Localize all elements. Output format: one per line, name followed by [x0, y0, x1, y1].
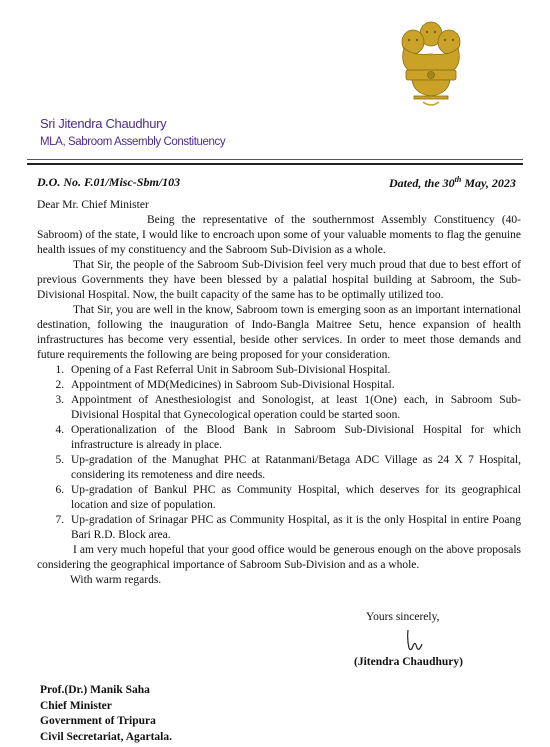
list-item: 6. Up-gradation of Bankul PHC as Community Hospital, which deserves for its geographical location and size of population. — [67, 483, 521, 513]
letterhead-name: Sri Jitendra Chaudhury — [40, 116, 167, 131]
paragraph-2: That Sir, the people of the Sabroom Sub-Division feel very much proud that due to best effort of previous Governments they have been blessed by a palatial hospital building at Sabroom, the Sub-Divisional Hospital. Now, the built capacity of the same has to be optimally utilized too. — [37, 259, 521, 301]
letterhead-designation: MLA, Sabroom Assembly Constituency — [40, 136, 226, 148]
header-divider-thin — [27, 159, 523, 160]
reference-number: D.O. No. F.01/Misc-Sbm/103 — [37, 175, 181, 189]
proposal-list — [37, 363, 521, 543]
paragraph-1: Being the representative of the southernmost Assembly Constituency (40-Sabroom) of the state, I would like to encroach upon some of your valuable moments to flag the genuine health issues of my constituency and the Sabroom Sub-Division as a whole. — [37, 214, 521, 256]
closing-paragraph: I am very much hopeful that your good office would be generous enough on the above proposals considering the geographical importance of Sabroom Sub-Division and as a whole. — [37, 544, 521, 571]
list-item: 3. Appointment of Anesthesiologist and Sonologist, at least 1(One) each, in Sabroom Sub-Divisional Hospital that Gynecological operation could be started soon. — [67, 393, 521, 423]
list-item: 7. Up-gradation of Srinagar PHC as Community Hospital, as it is the only Hospital in entire Poang Bari R.D. Block area. — [67, 513, 521, 543]
signatory-name: (Jitendra Chaudhury) — [354, 656, 463, 668]
regards: With warm regards. — [70, 574, 162, 586]
list-item: 5. Up-gradation of the Manughat PHC at Ratanmani/Betaga ADC Village as 24 X 7 Hospital, considering its remoteness and dire needs. — [67, 453, 521, 483]
header-divider-thick — [27, 163, 523, 165]
salutation: Dear Mr. Chief Minister — [37, 199, 149, 211]
list-item: 4. Operationalization of the Blood Bank in Sabroom Sub-Divisional Hospital for which infrastructure is already in place. — [67, 423, 521, 453]
yours-sincerely: Yours sincerely, — [366, 611, 440, 623]
letter-date: Dated, the 30th May, 2023 — [389, 175, 516, 190]
state-emblem-icon — [390, 18, 472, 110]
list-item: 2. Appointment of MD(Medicines) in Sabroom Sub-Divisional Hospital. — [67, 378, 521, 393]
addressee-name: Prof.(Dr.) Manik Saha — [40, 684, 150, 696]
letter-body — [37, 198, 521, 588]
addressee-office: Civil Secretariat, Agartala. — [40, 730, 173, 743]
addressee-block — [40, 683, 172, 745]
addressee-government: Government of Tripura — [40, 715, 156, 727]
paragraph-3: That Sir, you are well in the know, Sabroom town is emerging soon as an important international destination, following the inauguration of Indo-Bangla Maitree Setu, hence expansion of health infrastructures has become very essential, beside other services. In order to meet those demands and future requirements the following are being proposed for your consideration. — [37, 304, 521, 361]
addressee-title: Chief Minister — [40, 699, 112, 712]
signature-icon — [403, 626, 427, 654]
list-item: 1. Opening of a Fast Referral Unit in Sabroom Sub-Divisional Hospital. — [67, 363, 521, 378]
